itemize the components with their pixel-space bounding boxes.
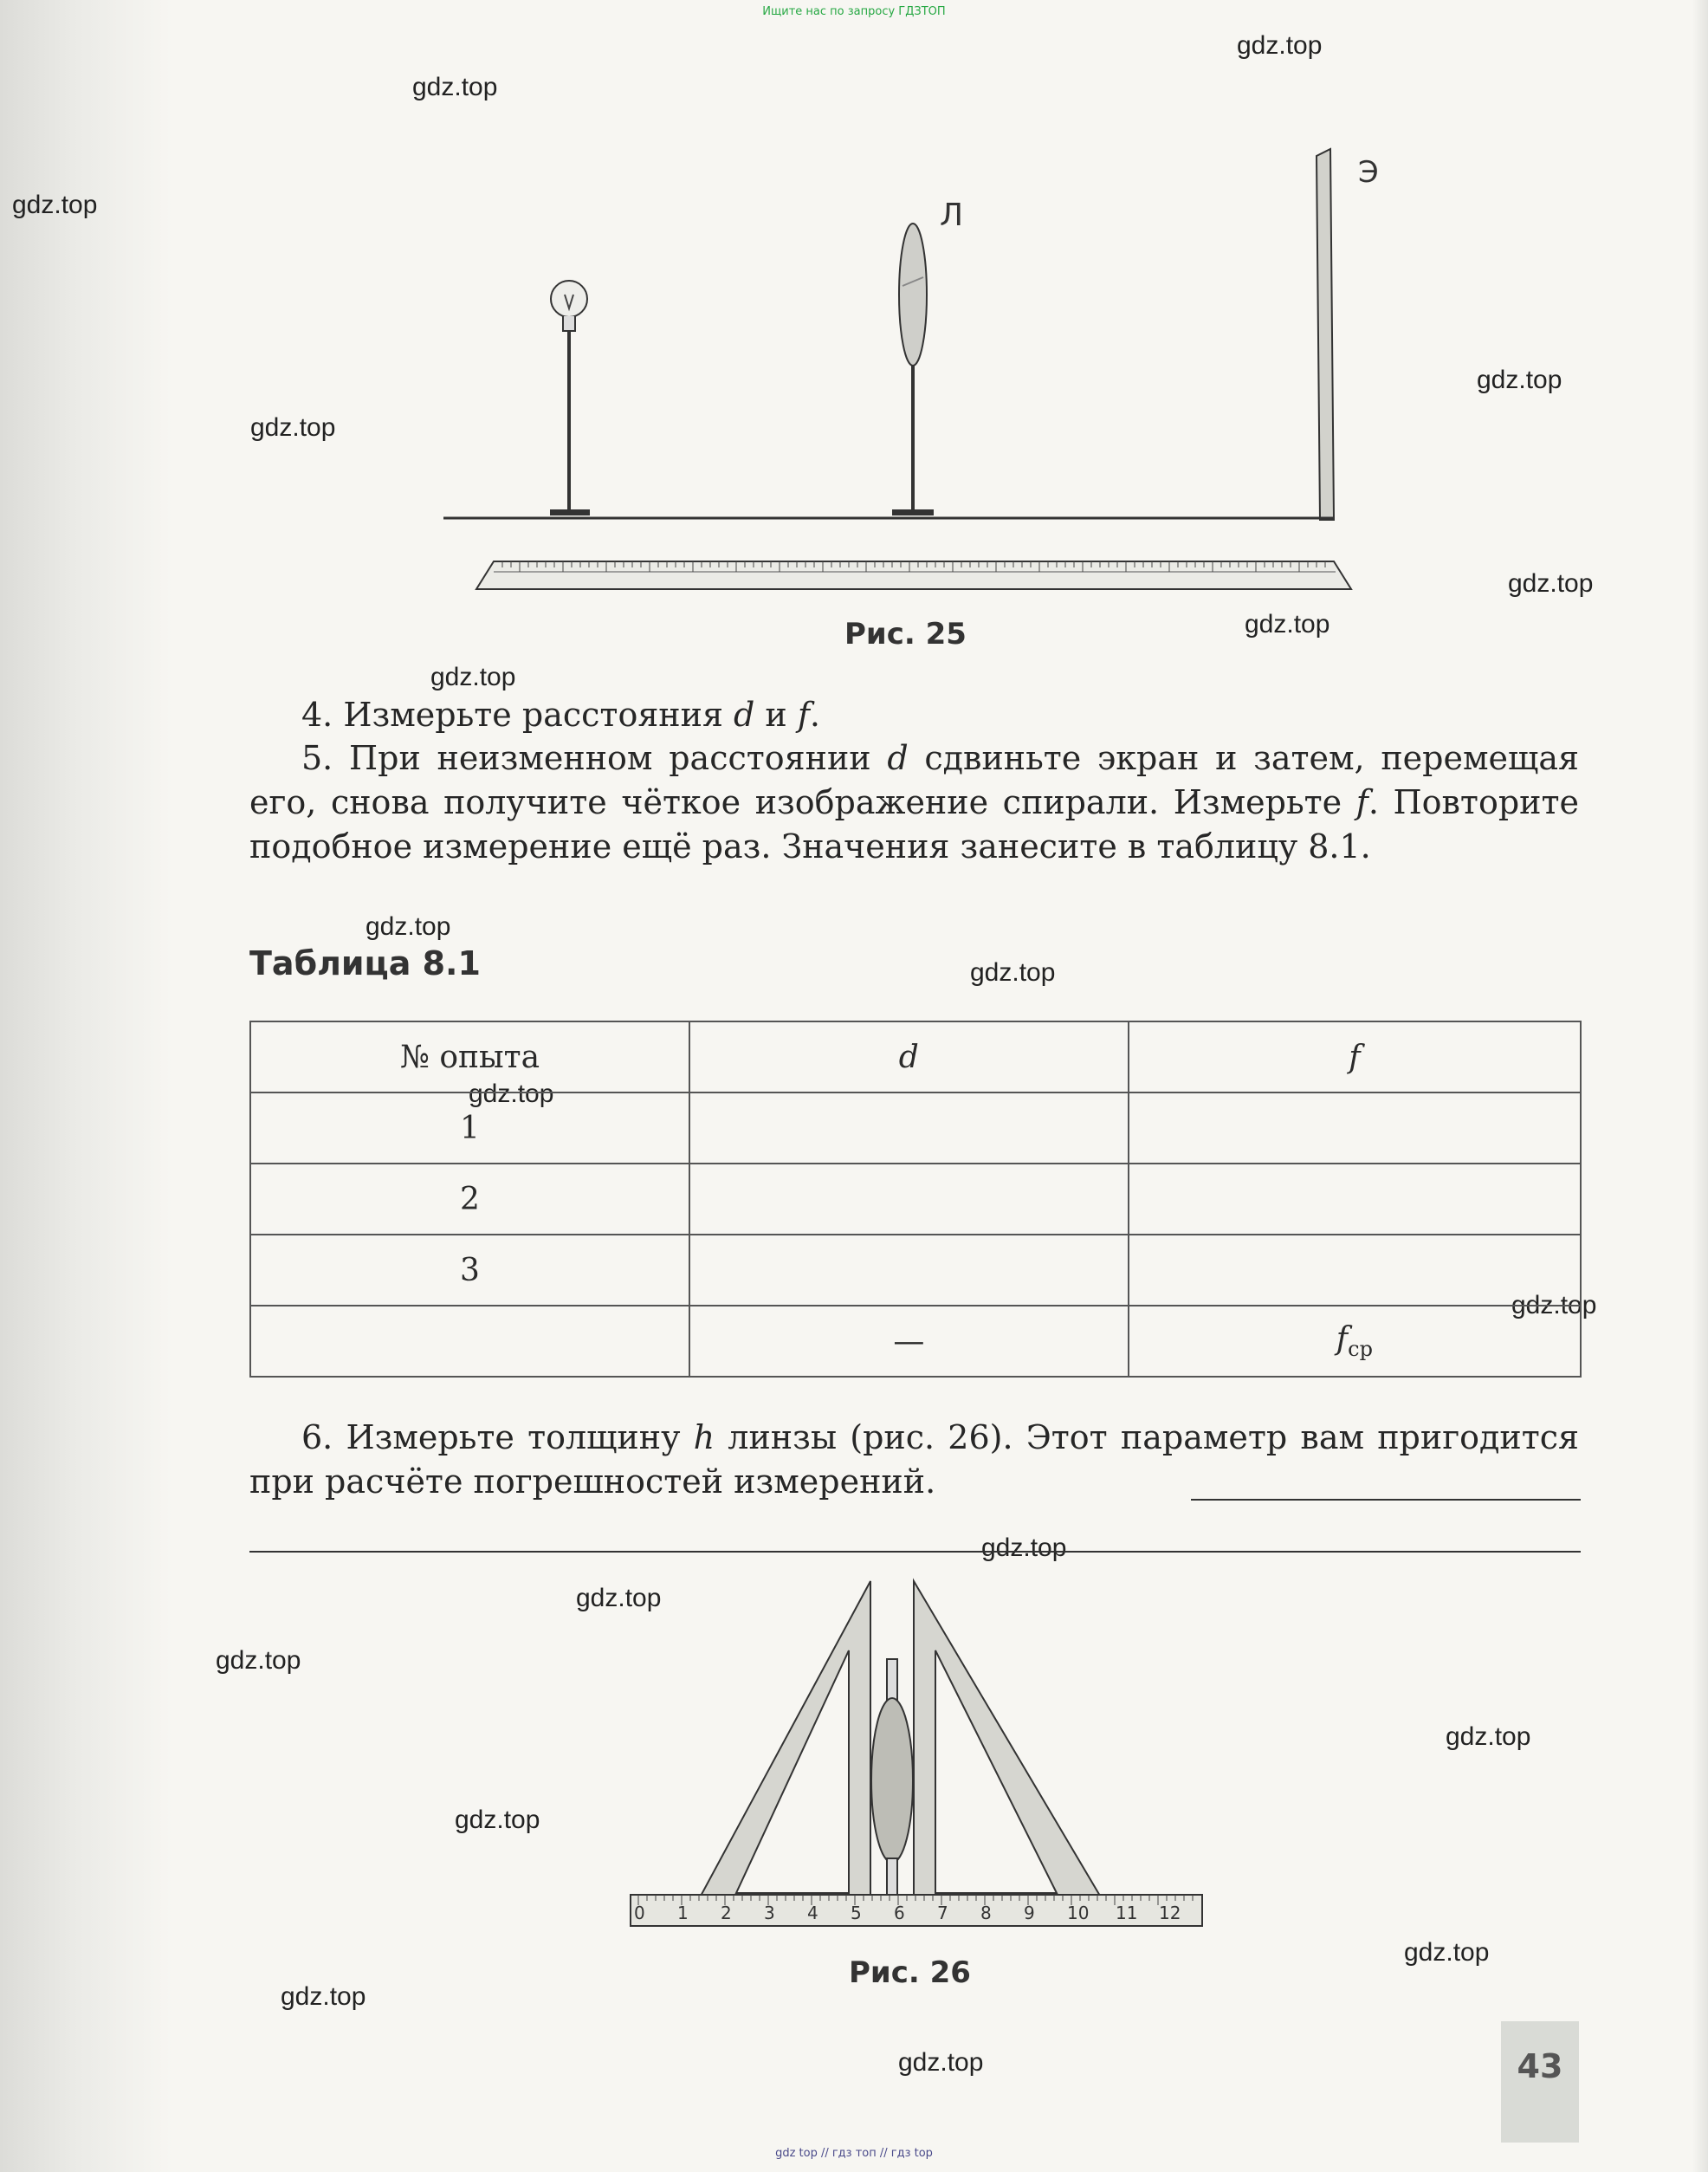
left-triangle-illustration bbox=[693, 1581, 870, 1910]
svg-text:10: 10 bbox=[1067, 1903, 1090, 1923]
svg-text:1: 1 bbox=[677, 1903, 689, 1923]
table-row bbox=[250, 1164, 1581, 1235]
step-6-text: 6. Измерьте толщину h линзы (рис. 26). Этот параметр вам пригодится при расчёте погрешностей измерений. bbox=[249, 1418, 1579, 1501]
watermark: gdz.top bbox=[12, 191, 98, 219]
cell-d[interactable] bbox=[689, 1092, 1129, 1164]
header-d: d bbox=[689, 1021, 1129, 1092]
svg-text:4: 4 bbox=[807, 1903, 818, 1923]
page-number: 43 bbox=[1501, 2021, 1579, 2143]
watermark: gdz.top bbox=[281, 1982, 366, 2011]
table-title: Таблица 8.1 bbox=[249, 944, 481, 982]
watermark: gdz.top bbox=[1508, 569, 1594, 598]
svg-text:2: 2 bbox=[721, 1903, 732, 1923]
figure25-caption: Рис. 25 bbox=[844, 617, 967, 652]
step-4-text: 4. Измерьте расстояния d и f. bbox=[301, 696, 820, 734]
measurement-table bbox=[249, 1021, 1582, 1378]
lamp-illustration bbox=[550, 281, 590, 515]
watermark: gdz.top bbox=[455, 1806, 540, 1834]
answer-line[interactable] bbox=[249, 1551, 1581, 1553]
row-number: 3 bbox=[250, 1235, 689, 1306]
cell-d[interactable] bbox=[689, 1164, 1129, 1235]
watermark: gdz.top bbox=[216, 1646, 301, 1675]
watermark: gdz.top bbox=[250, 413, 336, 442]
svg-text:8: 8 bbox=[980, 1903, 992, 1923]
watermark: gdz.top bbox=[412, 73, 498, 101]
screen-illustration bbox=[1317, 149, 1334, 520]
page-binding-shadow bbox=[0, 0, 173, 2172]
watermark: gdz.top bbox=[576, 1584, 662, 1612]
footer-empty-cell bbox=[250, 1306, 689, 1377]
svg-text:0: 0 bbox=[634, 1903, 645, 1923]
base-ruler-illustration bbox=[631, 1895, 1202, 1926]
top-banner[interactable]: Ищите нас по запросу ГДЗТОП bbox=[762, 5, 946, 18]
bottom-banner[interactable]: gdz top // гдз топ // гдз top bbox=[775, 2147, 933, 2160]
watermark: gdz.top bbox=[981, 1533, 1067, 1562]
ruler-illustration bbox=[476, 561, 1351, 589]
watermark: gdz.top bbox=[1446, 1722, 1531, 1751]
lens-label: Л bbox=[940, 198, 964, 233]
row-number: 1 bbox=[250, 1092, 689, 1164]
answer-line[interactable] bbox=[1191, 1499, 1581, 1501]
svg-text:12: 12 bbox=[1159, 1903, 1181, 1923]
svg-text:7: 7 bbox=[937, 1903, 948, 1923]
footer-dash: — bbox=[689, 1306, 1129, 1377]
lens-illustration bbox=[892, 224, 934, 515]
watermark: gdz.top bbox=[1477, 366, 1562, 394]
footer-f-average[interactable]: $f_{ср}$ bbox=[1129, 1306, 1581, 1377]
cell-f[interactable] bbox=[1129, 1092, 1581, 1164]
right-triangle-illustration bbox=[914, 1581, 1109, 1910]
table-footer-row bbox=[250, 1306, 1581, 1377]
row-number: 2 bbox=[250, 1164, 689, 1235]
watermark: gdz.top bbox=[1404, 1938, 1490, 1967]
figure26-caption: Рис. 26 bbox=[849, 1955, 971, 1990]
svg-text:6: 6 bbox=[894, 1903, 905, 1923]
page-edge-shadow bbox=[1692, 0, 1708, 2172]
table-row bbox=[250, 1092, 1581, 1164]
svg-text:11: 11 bbox=[1116, 1903, 1138, 1923]
screen-label: Э bbox=[1358, 155, 1379, 190]
svg-text:9: 9 bbox=[1024, 1903, 1035, 1923]
watermark: gdz.top bbox=[898, 2048, 984, 2077]
cell-d[interactable] bbox=[689, 1235, 1129, 1306]
cell-f[interactable] bbox=[1129, 1164, 1581, 1235]
lens-illustration bbox=[871, 1659, 913, 1910]
step-5-text: 5. При неизменном расстоянии d сдвиньте экран и затем, перемещая его, снова получите чёткое изображение спирали. Измерьте f. Повторите подобное измерение ещё раз. Значения занесите в таблицу 8.1. bbox=[249, 739, 1579, 866]
lens-thickness-figure bbox=[624, 1572, 1213, 1936]
cell-f[interactable] bbox=[1129, 1235, 1581, 1306]
svg-text:3: 3 bbox=[764, 1903, 775, 1923]
watermark: gdz.top bbox=[1237, 31, 1323, 60]
optical-bench-figure bbox=[433, 139, 1386, 606]
watermark: gdz.top bbox=[366, 912, 451, 941]
table-row bbox=[250, 1235, 1581, 1306]
watermark: gdz.top bbox=[469, 1080, 554, 1108]
watermark: gdz.top bbox=[970, 958, 1056, 987]
header-experiment: № опыта bbox=[250, 1021, 689, 1092]
table-header-row bbox=[250, 1021, 1581, 1092]
watermark: gdz.top bbox=[1511, 1291, 1597, 1319]
watermark: gdz.top bbox=[1245, 610, 1330, 639]
header-f: f bbox=[1129, 1021, 1581, 1092]
watermark: gdz.top bbox=[430, 663, 516, 691]
svg-text:5: 5 bbox=[851, 1903, 862, 1923]
